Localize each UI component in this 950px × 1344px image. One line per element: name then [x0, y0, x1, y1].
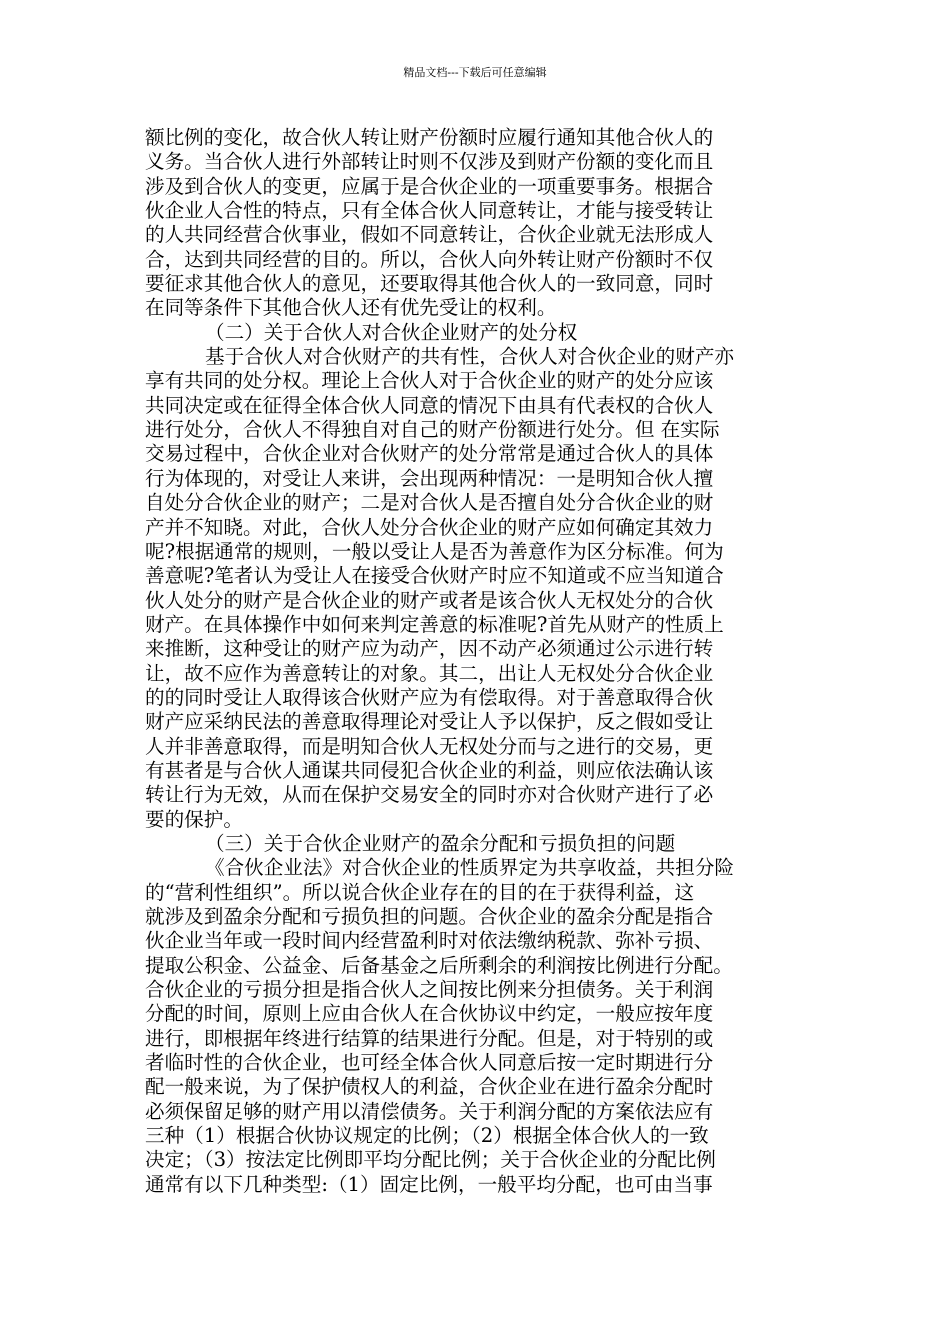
text-line: 财产应采纳民法的善意取得理论对受让人予以保护，反之假如受让 [145, 710, 714, 734]
text-line: 额比例的变化，故合伙人转让财产份额时应履行通知其他合伙人的 [145, 126, 714, 149]
text-line: 伙企业人合性的特点，只有全体合伙人同意转让，才能与接受转让 [145, 199, 714, 223]
text-line: 进行，即根据年终进行结算的结果进行分配。但是，对于特别的或 [145, 1026, 714, 1050]
text-line: 必须保留足够的财产用以清偿债务。关于利润分配的方案依法应有 [145, 1099, 714, 1123]
text-line: 决定；（3）按法定比例即平均分配比例；关于合伙企业的分配比例 [145, 1148, 716, 1172]
text-line: 伙人处分的财产是合伙企业的财产或者是该合伙人无权处分的合伙 [145, 588, 714, 612]
text-line: 要征求其他合伙人的意见，还要取得其他合伙人的一致同意，同时 [145, 272, 714, 296]
text-line: （二）关于合伙人对合伙企业财产的处分权 [205, 320, 578, 344]
text-line: 提取公积金、公益金、后备基金之后所剩余的利润按比例进行分配。 [145, 953, 733, 977]
text-line: 基于合伙人对合伙财产的共有性，合伙人对合伙企业的财产亦 [205, 345, 735, 369]
text-line: 享有共同的处分权。理论上合伙人对于合伙企业的财产的处分应该 [145, 369, 714, 393]
text-line: 来推断，这种受让的财产应为动产，因不动产必须通过公示进行转 [145, 637, 714, 661]
text-line: 者临时性的合伙企业，也可经全体合伙人同意后按一定时期进行分 [145, 1051, 714, 1075]
text-line: 《合伙企业法》对合伙企业的性质界定为共享收益，共担分险 [205, 856, 735, 880]
text-line: 合，达到共同经营的目的。所以，合伙人向外转让财产份额时不仅 [145, 247, 714, 271]
text-line: 义务。当合伙人进行外部转让时则不仅涉及到财产份额的变化而且 [145, 150, 714, 174]
body-text [145, 126, 815, 1197]
text-line: 三种（1）根据合伙协议规定的比例；（2）根据全体合伙人的一致 [145, 1124, 709, 1148]
text-line: 行为体现的，对受让人来讲，会出现两种情况：一是明知合伙人擅 [145, 466, 714, 490]
text-line: 有甚者是与合伙人通谋共同侵犯合伙企业的利益，则应依法确认该 [145, 758, 714, 782]
text-line: 呢?根据通常的规则，一般以受让人是否为善意作为区分标准。何为 [145, 539, 724, 563]
text-line: 配一般来说，为了保护债权人的利益，合伙企业在进行盈余分配时 [145, 1075, 714, 1099]
text-line: 就涉及到盈余分配和亏损负担的问题。合伙企业的盈余分配是指合 [145, 905, 714, 928]
text-line: 转让行为无效，从而在保护交易安全的同时亦对合伙财产进行了必 [145, 783, 714, 807]
text-line: 涉及到合伙人的变更，应属于是合伙企业的一项重要事务。根据合 [145, 174, 714, 198]
header-note: 精品文档---下载后可任意编辑 [403, 66, 547, 79]
text-line: 伙企业当年或一段时间内经营盈利时对依法缴纳税款、弥补亏损、 [145, 929, 714, 953]
text-line: 的人共同经营合伙事业，假如不同意转让，合伙企业就无法形成人 [145, 223, 714, 247]
text-line: 进行处分，合伙人不得独自对自己的财产份额进行处分。但 在实际 [145, 418, 720, 442]
text-line: 人并非善意取得，而是明知合伙人无权处分而与之进行的交易，更 [145, 734, 714, 758]
text-line: 产并不知晓。对此，合伙人处分合伙企业的财产应如何确定其效力 [145, 515, 714, 539]
text-line: 通常有以下几种类型:（1）固定比例，一般平均分配，也可由当事 [145, 1172, 713, 1196]
text-line: 合伙企业的亏损分担是指合伙人之间按比例来分担债务。关于利润 [145, 978, 714, 1002]
text-line: 财产。在具体操作中如何来判定善意的标准呢?首先从财产的性质上 [145, 612, 724, 636]
text-line: 自处分合伙企业的财产；二是对合伙人是否擅自处分合伙企业的财 [145, 491, 714, 515]
text-line: 共同决定或在征得全体合伙人同意的情况下由具有代表权的合伙人 [145, 393, 714, 417]
text-line: （三）关于合伙企业财产的盈余分配和亏损负担的问题 [205, 831, 676, 855]
text-line: 的“营利性组织”。所以说合伙企业存在的目的在于获得利益，这 [145, 880, 695, 904]
text-line: 善意呢?笔者认为受让人在接受合伙财产时应不知道或不应当知道合 [145, 564, 724, 588]
text-line: 让，故不应作为善意转让的对象。其二，出让人无权处分合伙企业 [145, 661, 714, 685]
text-line: 交易过程中，合伙企业对合伙财产的处分常常是通过合伙人的具体 [145, 442, 714, 466]
text-line: 分配的时间，原则上应由合伙人在合伙协议中约定，一般应按年度 [145, 1002, 714, 1026]
text-line: 在同等条件下其他合伙人还有优先受让的权利。 [145, 296, 557, 320]
text-line: 的的同时受让人取得该合伙财产应为有偿取得。对于善意取得合伙 [145, 685, 714, 709]
text-line: 要的保护。 [145, 807, 243, 831]
